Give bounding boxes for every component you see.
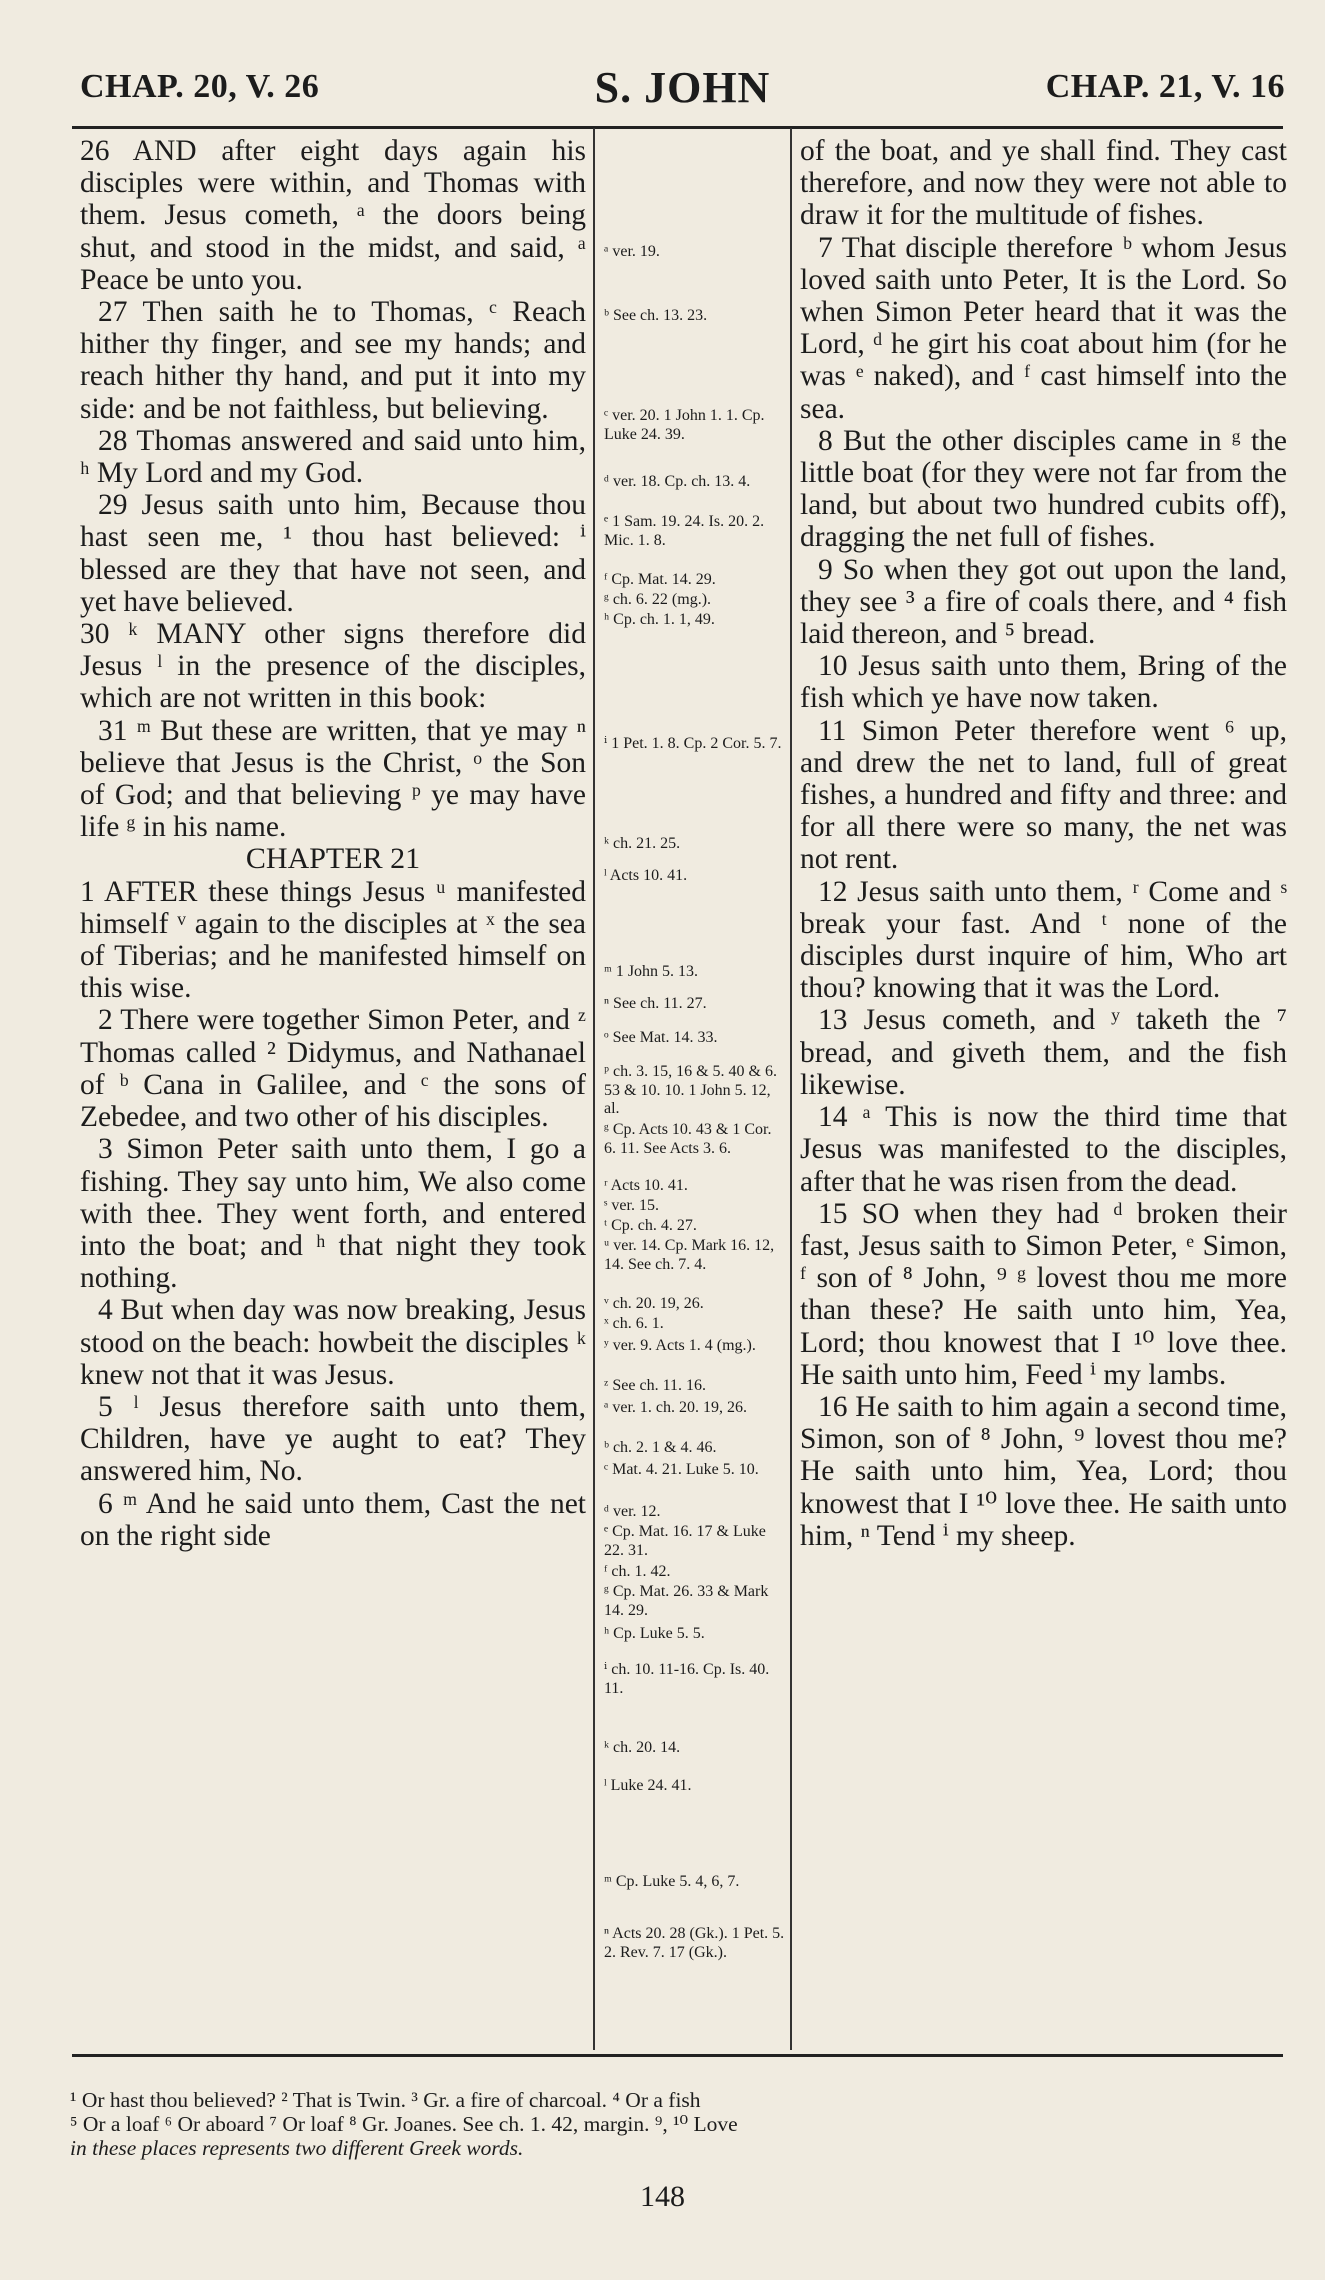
- verse-20-31: 31 ᵐ But these are written, that ye may ⁿ believe that Jesus is the Christ, ᵒ the Son of God; and that believing ᵖ ye may have life ᵍ in his name.: [80, 714, 586, 844]
- margin-note: ᵍ Cp. Acts 10. 43 & 1 Cor. 6. 11. See Acts 3. 6.: [604, 1121, 772, 1157]
- margin-note: ʳ Acts 10. 41.: [604, 1177, 688, 1194]
- margin-note: ⁿ See ch. 11. 27.: [604, 995, 707, 1012]
- margin-note: ᵃ ver. 1. ch. 20. 19, 26.: [604, 1399, 748, 1416]
- verse-21-8: 8 But the other disciples came in ᵍ the little boat (for they were not far from the land, but about two hundred cubits off), dragging the net full of fishes.: [800, 424, 1287, 554]
- verse-20-29: 29 Jesus saith unto him, Because thou hast seen me, ¹ thou hast believed: ⁱ blessed are they that have not seen, and yet have believed.: [80, 489, 586, 618]
- margin-note: ᵇ See ch. 13. 23.: [604, 307, 708, 324]
- margin-note: ᶜ ver. 20. 1 John 1. 1. Cp. Luke 24. 39.: [604, 407, 765, 443]
- margin-note: ᶠ ch. 1. 42.: [604, 1563, 671, 1580]
- margin-note: ᶻ See ch. 11. 16.: [604, 1377, 706, 1394]
- verse-20-27: 27 Then saith he to Thomas, ᶜ Reach hither thy finger, and see my hands; and reach hither thy hand, and put it into my side: and be not faithless, but believing.: [80, 296, 586, 425]
- verse-21-10: 10 Jesus saith unto them, Bring of the fish which ye have now taken.: [800, 650, 1287, 715]
- verse-20-30: 30 ᵏ MANY other signs therefore did Jesus ˡ in the presence of the disciples, which are not written in this book:: [80, 618, 586, 715]
- verse-21-6-start: 6 ᵐ And he said unto them, Cast the net on the right side: [80, 1487, 586, 1552]
- verse-21-14: 14 ᵃ This is now the third time that Jesus was manifested to the disciples, after that he was risen from the dead.: [800, 1101, 1287, 1198]
- cross-reference-column: [604, 135, 786, 2045]
- margin-note: ᵉ Cp. Mat. 16. 17 & Luke 22. 31.: [604, 1523, 766, 1559]
- margin-note: ᵐ Cp. Luke 5. 4, 6, 7.: [604, 1873, 740, 1890]
- verse-21-9: 9 So when they got out upon the land, they see ³ a fire of coals there, and ⁴ fish laid thereon, and ⁵ bread.: [800, 553, 1287, 651]
- verse-21-13: 13 Jesus cometh, and ʸ taketh the ⁷ bread, and giveth them, and the fish likewise.: [800, 1004, 1287, 1101]
- column-divider-left: [593, 128, 595, 2050]
- verse-21-7: 7 That disciple therefore ᵇ whom Jesus loved saith unto Peter, It is the Lord. So when Simon Peter heard that it was the Lord, ᵈ he girt his coat about him (for he was ᵉ naked), and ᶠ cast himself into the sea.: [800, 231, 1287, 425]
- footnote-line: ¹ Or hast thou believed? ² That is Twin. ³ Gr. a fire of charcoal. ⁴ Or a fish: [70, 2088, 701, 2112]
- margin-note: ᵘ ver. 14. Cp. Mark 16. 12, 14. See ch. 7. 4.: [604, 1237, 775, 1273]
- header-chapter-start: CHAP. 20, V. 26: [80, 68, 320, 105]
- verse-20-28: 28 Thomas answered and said unto him, ʰ My Lord and my God.: [80, 424, 586, 490]
- margin-note: ᵉ 1 Sam. 19. 24. Is. 20. 2. Mic. 1. 8.: [604, 513, 765, 549]
- column-divider-right: [790, 128, 792, 2050]
- margin-note: ᵍ Cp. Mat. 26. 33 & Mark 14. 29.: [604, 1583, 769, 1619]
- footnotes: [70, 2088, 1290, 2160]
- margin-note: ⁱ ch. 10. 11-16. Cp. Is. 40. 11.: [604, 1661, 770, 1697]
- left-text-column: [80, 135, 586, 1552]
- margin-note: ⁱ 1 Pet. 1. 8. Cp. 2 Cor. 5. 7.: [604, 735, 782, 752]
- verse-21-15: 15 SO when they had ᵈ broken their fast, Jesus saith to Simon Peter, ᵉ Simon, ᶠ son of ⁸ John, ⁹ ᵍ lovest thou me more than these? He saith unto him, Yea, Lord; thou knowest that I ¹⁰ love thee. He saith unto him, Feed ⁱ my lambs.: [800, 1197, 1287, 1391]
- header-rule: [72, 126, 1283, 129]
- margin-note: ᵇ ch. 2. 1 & 4. 46.: [604, 1439, 717, 1456]
- footnote-line: in these places represents two different Greek words.: [70, 2136, 524, 2160]
- margin-note: ᵏ ch. 20. 14.: [604, 1739, 681, 1756]
- verse-21-11: 11 Simon Peter therefore went ⁶ up, and drew the net to land, full of great fishes, a hundred and fifty and three: and for all there were so many, the net was not rent.: [800, 714, 1287, 876]
- verse-21-6-end: of the boat, and ye shall find. They cast therefore, and now they were not able to draw it for the multitude of fishes.: [800, 135, 1287, 232]
- margin-note: ᵍ ch. 6. 22 (mg.).: [604, 591, 712, 608]
- margin-note: ᵃ ver. 19.: [604, 243, 660, 260]
- margin-note: ˡ Acts 10. 41.: [604, 867, 688, 884]
- verse-21-16: 16 He saith to him again a second time, Simon, son of ⁸ John, ⁹ lovest thou me? He saith unto him, Yea, Lord; thou knowest that I ¹⁰ love thee. He saith unto him, ⁿ Tend ⁱ my sheep.: [800, 1390, 1287, 1552]
- margin-note: ᶠ Cp. Mat. 14. 29.: [604, 571, 716, 588]
- verse-21-3: 3 Simon Peter saith unto them, I go a fishing. They say unto him, We also come with thee. They went forth, and entered into the boat; and ʰ that night they took nothing.: [80, 1133, 586, 1295]
- verse-21-2: 2 There were together Simon Peter, and ᶻ Thomas called ² Didymus, and Nathanael of ᵇ Cana in Galilee, and ᶜ the sons of Zebedee, and two other of his disciples.: [80, 1004, 586, 1134]
- margin-note: ʸ ver. 9. Acts 1. 4 (mg.).: [604, 1337, 756, 1354]
- margin-note: ᶜ Mat. 4. 21. Luke 5. 10.: [604, 1461, 759, 1478]
- margin-note: ᵒ See Mat. 14. 33.: [604, 1029, 718, 1046]
- margin-note: ᵛ ch. 20. 19, 26.: [604, 1295, 704, 1312]
- verse-20-26: 26 AND after eight days again his disciples were within, and Thomas with them. Jesus cometh, ᵃ the doors being shut, and stood in the midst, and said, ᵃ Peace be unto you.: [80, 135, 586, 296]
- header-book-title: S. JOHN: [594, 63, 771, 112]
- margin-note: ᵐ 1 John 5. 13.: [604, 963, 699, 980]
- margin-note: ᵖ ch. 3. 15, 16 & 5. 40 & 6. 53 & 10. 10. 1 John 5. 12, al.: [604, 1063, 777, 1117]
- margin-note: ⁿ Acts 20. 28 (Gk.). 1 Pet. 5. 2. Rev. 7. 17 (Gk.).: [604, 1925, 785, 1961]
- header-chapter-end: CHAP. 21, V. 16: [1045, 68, 1285, 105]
- verse-21-5: 5 ˡ Jesus therefore saith unto them, Children, have ye aught to eat? They answered him, No.: [80, 1390, 586, 1488]
- margin-note: ᵏ ch. 21. 25.: [604, 835, 681, 852]
- margin-note: ʰ Cp. Luke 5. 5.: [604, 1625, 705, 1642]
- margin-note: ˣ ch. 6. 1.: [604, 1315, 664, 1332]
- margin-note: ᵈ ver. 12.: [604, 1503, 661, 1520]
- margin-note: ᵗ Cp. ch. 4. 27.: [604, 1217, 697, 1234]
- page-number: 148: [640, 2180, 685, 2213]
- chapter-heading: CHAPTER 21: [245, 842, 421, 876]
- verse-21-4: 4 But when day was now breaking, Jesus stood on the beach: howbeit the disciples ᵏ knew not that it was Jesus.: [80, 1294, 586, 1391]
- verse-21-1: 1 AFTER these things Jesus ᵘ manifested himself ᵛ again to the disciples at ˣ the sea of Tiberias; and he manifested himself on this wise.: [80, 875, 586, 1005]
- running-header: [80, 62, 1285, 122]
- margin-note: ˢ ver. 15.: [604, 1197, 659, 1214]
- verse-21-12: 12 Jesus saith unto them, ʳ Come and ˢ break your fast. And ᵗ none of the disciples durst inquire of him, Who art thou? knowing that it was the Lord.: [800, 875, 1287, 1005]
- footnote-rule: [72, 2054, 1283, 2057]
- margin-note: ᵈ ver. 18. Cp. ch. 13. 4.: [604, 473, 751, 490]
- margin-note: ʰ Cp. ch. 1. 1, 49.: [604, 611, 715, 628]
- footnote-line: ⁵ Or a loaf ⁶ Or aboard ⁷ Or loaf ⁸ Gr. Joanes. See ch. 1. 42, margin. ⁹, ¹⁰ Love: [70, 2112, 738, 2136]
- right-text-column: [800, 135, 1287, 1552]
- margin-note: ˡ Luke 24. 41.: [604, 1777, 692, 1794]
